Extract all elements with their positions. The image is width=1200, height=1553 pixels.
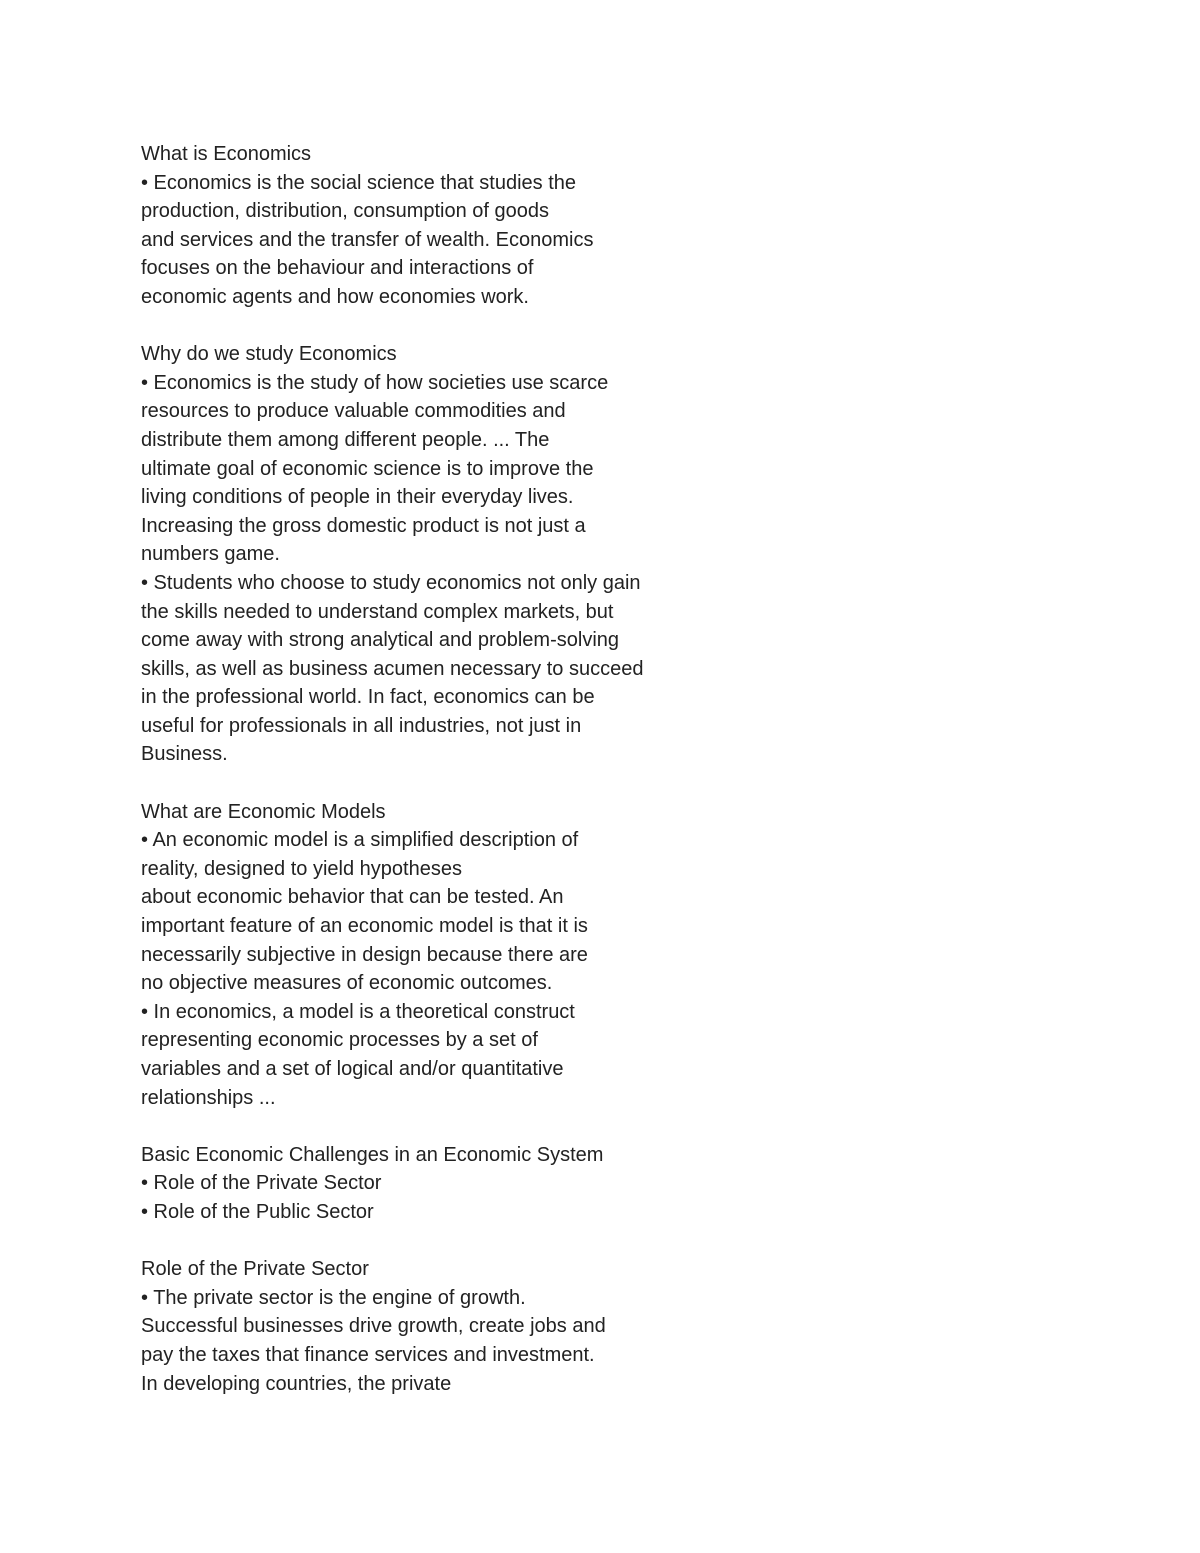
section-economic-models xyxy=(141,798,761,1113)
text-line: distribute them among different people. ... The xyxy=(141,428,550,451)
text-line: ultimate goal of economic science is to improve the xyxy=(141,457,594,480)
text-line: In developing countries, the private xyxy=(141,1372,452,1395)
text-line: in the professional world. In fact, economics can be xyxy=(141,686,595,709)
text-line: • The private sector is the engine of growth. xyxy=(141,1286,526,1309)
section-heading: Why do we study Economics xyxy=(141,343,397,366)
paragraph-gap xyxy=(141,1112,761,1141)
text-line: resources to produce valuable commodities and xyxy=(141,400,566,423)
text-line: focuses on the behaviour and interactions of xyxy=(141,257,534,280)
text-line: • In economics, a model is a theoretical construct xyxy=(141,1000,575,1023)
text-line: • Economics is the social science that studies the xyxy=(141,171,576,194)
text-line: important feature of an economic model is that it is xyxy=(141,915,588,938)
text-line: • Role of the Private Sector xyxy=(141,1172,382,1195)
text-line: pay the taxes that finance services and investment. xyxy=(141,1343,595,1366)
section-heading: What are Economic Models xyxy=(141,800,386,823)
section-heading: What is Economics xyxy=(141,143,312,165)
text-line: • An economic model is a simplified description of xyxy=(141,829,579,852)
section-heading: Role of the Private Sector xyxy=(141,1258,369,1281)
text-line: • Role of the Public Sector xyxy=(141,1200,374,1223)
text-line: useful for professionals in all industries, not just in xyxy=(141,714,582,737)
section-role-of-private-sector xyxy=(141,1255,761,1398)
text-line: representing economic processes by a set of xyxy=(141,1029,538,1052)
text-line: relationships ... xyxy=(141,1086,276,1109)
text-line: reality, designed to yield hypotheses xyxy=(141,857,462,880)
paragraph-gap xyxy=(141,312,761,341)
text-line: Increasing the gross domestic product is not just a xyxy=(141,514,586,537)
paragraph-gap xyxy=(141,769,761,798)
text-line: no objective measures of economic outcomes. xyxy=(141,972,553,995)
document-page xyxy=(141,140,761,1398)
text-line: Business. xyxy=(141,743,228,766)
text-line: Successful businesses drive growth, create jobs and xyxy=(141,1315,606,1338)
text-line: living conditions of people in their everyday lives. xyxy=(141,486,574,509)
section-basic-economic-challenges xyxy=(141,1141,761,1227)
text-line: necessarily subjective in design because there are xyxy=(141,943,588,966)
section-why-study-economics xyxy=(141,340,761,769)
text-line: economic agents and how economies work. xyxy=(141,285,529,308)
text-line: about economic behavior that can be tested. An xyxy=(141,886,564,909)
section-what-is-economics xyxy=(141,140,761,312)
text-line: the skills needed to understand complex markets, but xyxy=(141,600,614,623)
text-line: skills, as well as business acumen necessary to succeed xyxy=(141,657,644,680)
text-line: • Students who choose to study economics not only gain xyxy=(141,571,641,594)
text-line: come away with strong analytical and problem-solving xyxy=(141,629,620,652)
text-line: numbers game. xyxy=(141,543,280,566)
text-line: • Economics is the study of how societies use scarce xyxy=(141,371,609,394)
text-line: and services and the transfer of wealth. Economics xyxy=(141,228,594,251)
section-heading: Basic Economic Challenges in an Economic System xyxy=(141,1143,604,1166)
text-line: production, distribution, consumption of goods xyxy=(141,200,550,223)
text-line: variables and a set of logical and/or quantitative xyxy=(141,1058,564,1080)
paragraph-gap xyxy=(141,1227,761,1256)
